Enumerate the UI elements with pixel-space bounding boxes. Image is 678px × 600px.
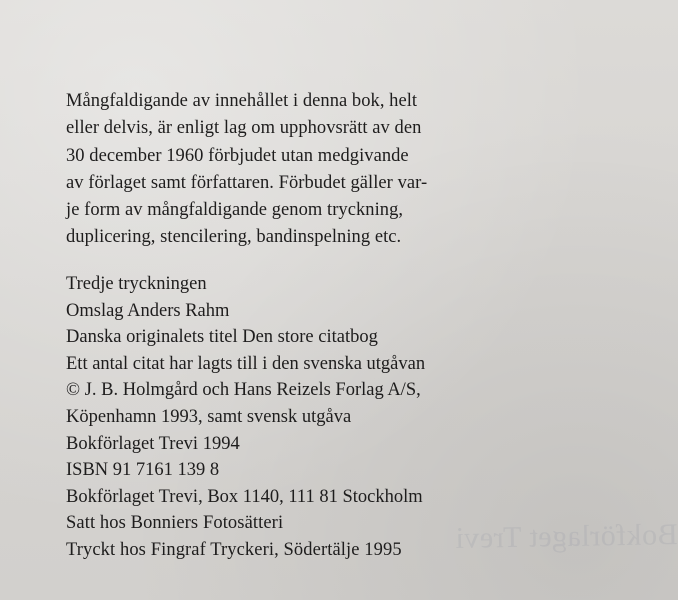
quotes-note: Ett antal citat har lagts till i den svenska utgåvan [66, 353, 426, 374]
imprint [66, 271, 566, 564]
copyright-notice-line: eller delvis, är enligt lag om upphovsrätt av den [66, 118, 422, 139]
publisher-year: Bokförlaget Trevi 1994 [66, 433, 240, 454]
copyright-notice-line: je form av mångfaldigande genom tryckning, [66, 200, 404, 221]
copyright-notice-line: Mångfaldigande av innehållet i denna bok, helt [66, 91, 418, 111]
copyright-holder: © J. B. Holmgård och Hans Reizels Forlag A/S, [66, 380, 421, 401]
copyright-notice-line: 30 december 1960 förbjudet utan medgivande [66, 145, 409, 166]
cover-credit: Omslag Anders Rahm [66, 300, 230, 321]
copyright-place: Köpenhamn 1993, samt svensk utgåva [66, 406, 352, 427]
printing-edition: Tredje tryckningen [66, 274, 207, 294]
copyright-notice [66, 88, 566, 252]
typesetting-credit: Satt hos Bonniers Fotosätteri [66, 513, 284, 534]
copyright-notice-line: av förlaget samt författaren. Förbudet gäller var- [66, 172, 428, 193]
publisher-address: Bokförlaget Trevi, Box 1140, 111 81 Stockholm [66, 486, 423, 507]
isbn: ISBN 91 7161 139 8 [66, 460, 220, 481]
printer-credit: Tryckt hos Fingraf Tryckeri, Södertälje 1995 [66, 539, 402, 560]
show-through-text: Bokförlaget Trevi [454, 518, 678, 555]
copyright-notice-line: duplicering, stencilering, bandinspelning etc. [66, 227, 402, 248]
original-title: Danska originalets titel Den store citatbog [66, 327, 378, 348]
